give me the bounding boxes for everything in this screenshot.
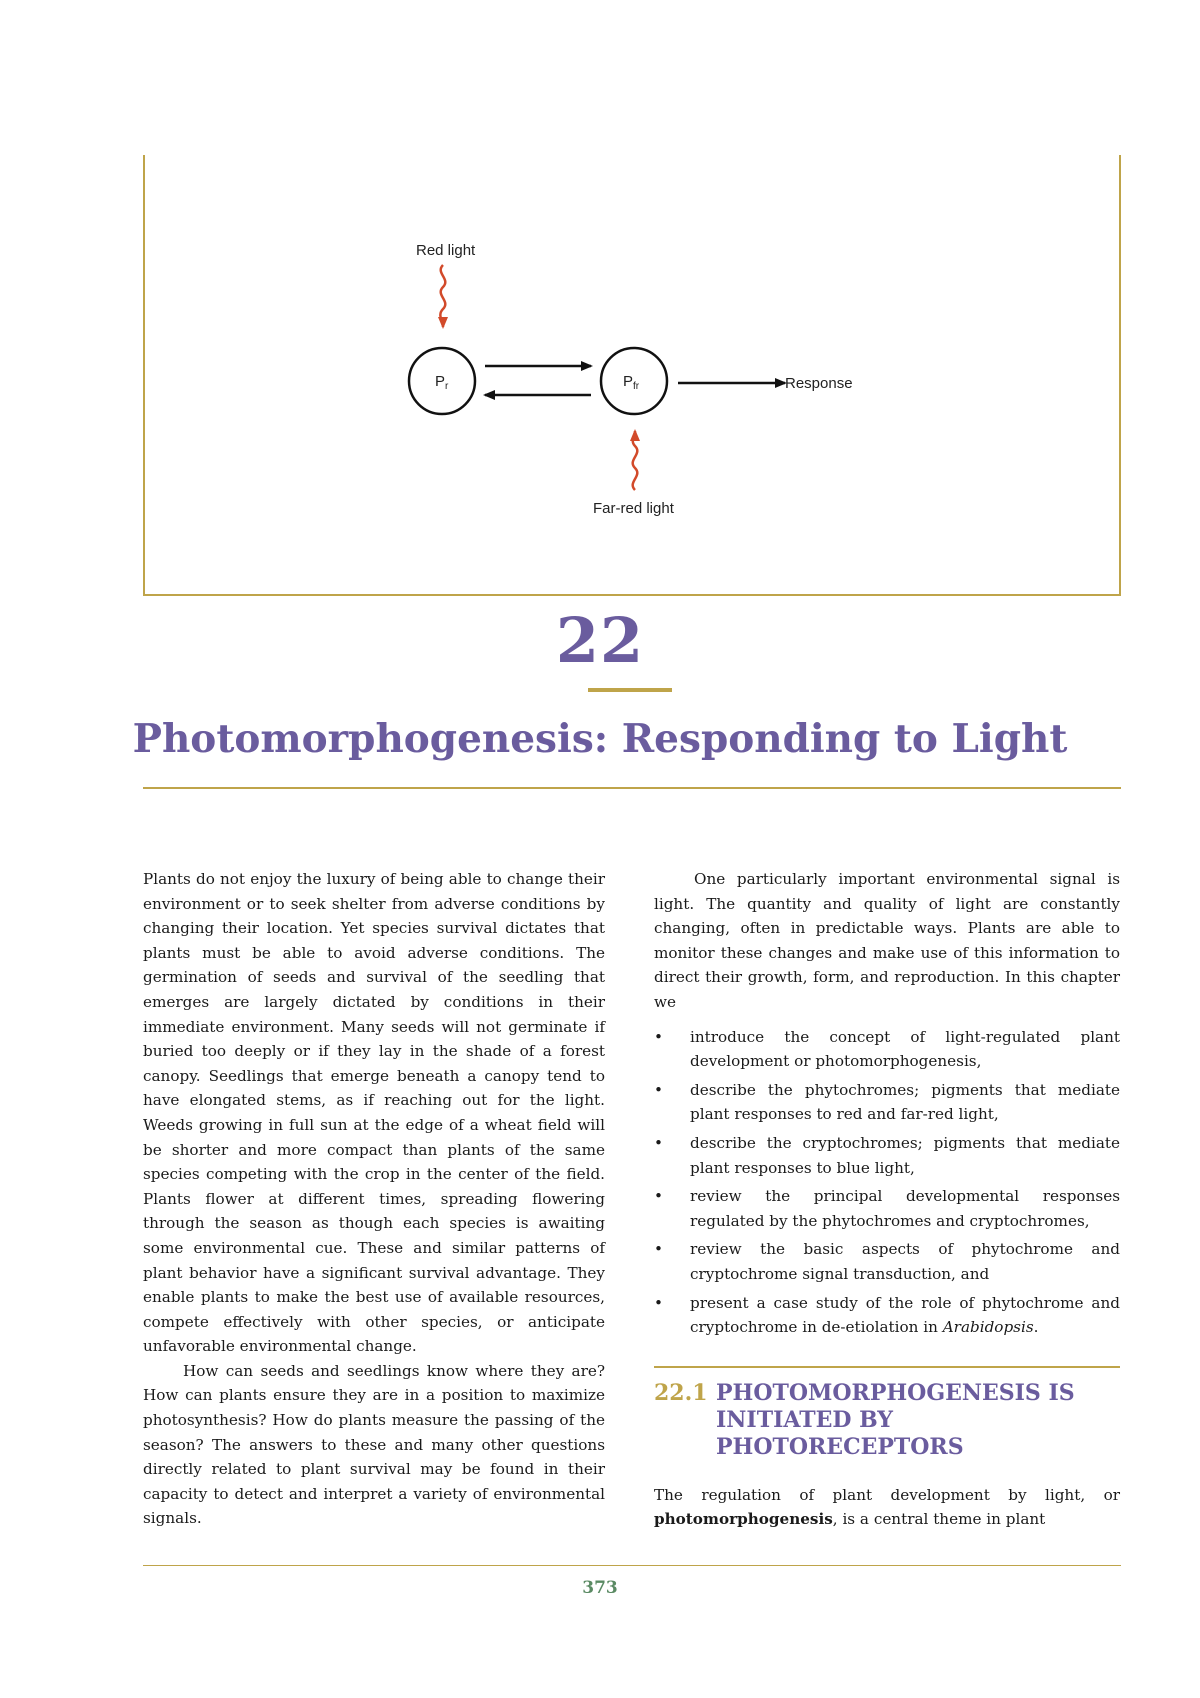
section-rule: [654, 1366, 1120, 1368]
bullet-icon: •: [654, 1187, 663, 1206]
bullet-icon: •: [654, 1240, 663, 1259]
bullet-icon: •: [654, 1133, 663, 1152]
objectives-list: [654, 1025, 1120, 1340]
list-item: • present a case study of the role of phytochrome and cryptochrome in de-etiolation in Arabidopsis.: [654, 1291, 1120, 1340]
right-paragraph-2: The regulation of plant development by light, or photomorphogenesis, is a central theme in plant: [654, 1485, 1120, 1529]
section-number: 22.1: [654, 1379, 708, 1406]
red-light-wave: [440, 265, 445, 327]
list-item: • describe the phytochromes; pigments that mediate plant responses to red and far-red light,: [654, 1078, 1120, 1127]
phytochrome-diagram: [145, 155, 1121, 595]
page-number: 373: [582, 1578, 618, 1598]
list-item: • review the principal developmental responses regulated by the phytochromes and cryptochromes,: [654, 1184, 1120, 1233]
chapter-number: 22: [555, 604, 645, 677]
red-light-label: Red light: [416, 242, 476, 259]
figure-frame: [143, 155, 1121, 596]
response-label: Response: [785, 375, 853, 392]
pfr-label: $P_{fr}$: [623, 373, 640, 392]
bullet-icon: •: [654, 1027, 663, 1046]
chapter-number-rule: [588, 688, 672, 692]
section-title: PHOTOMORPHOGENESIS IS INITIATED BY PHOTORECEPTORS: [716, 1379, 1075, 1460]
list-item: • describe the cryptochromes; pigments that mediate plant responses to blue light,: [654, 1131, 1120, 1180]
left-paragraph-1: Plants do not enjoy the luxury of being able to change their environment or to seek shelter from adverse conditions by changing their location. Yet species survival dictates that plants must be able to avoid adverse conditions. The germination of seeds and survival of the seedling that emerges are largely dictated by conditions in their immediate environment. Many seeds will not germinate if buried too deeply or if they lay in the shade of a forest canopy. Seedlings that emerge beneath a canopy tend to have elongated stems, as if reaching out for the light. Weeds growing in full sun at the edge of a wheat field will be shorter and more compact than plants of the same species competing with the crop in the center of the field. Plants flower at different times, spreading flowering through the season as though each species is awaiting some environmental cue. These and similar patterns of plant behavior have a significant survival advantage. They enable plants to make the best use of available resources, compete effectively with other species, or anticipate unfavorable environmental change.: [143, 870, 605, 1356]
list-item: • review the basic aspects of phytochrome and cryptochrome signal transduction, and: [654, 1237, 1120, 1286]
list-item: • introduce the concept of light-regulated plant development or photomorphogenesis,: [654, 1025, 1120, 1074]
chapter-title: Photomorphogenesis: Responding to Light: [132, 716, 1068, 762]
right-column: [654, 867, 1120, 1532]
bottom-rule: [143, 1565, 1121, 1566]
left-paragraph-2: How can seeds and seedlings know where they are? How can plants ensure they are in a position to maximize photosynthesis? How do plants measure the passing of the season? The answers to these and many other questions directly related to plant survival may be found in their capacity to detect and interpret a variety of environmental signals.: [143, 1361, 605, 1528]
key-term: photomorphogenesis: [654, 1510, 833, 1529]
pr-label: $P_r$: [435, 373, 449, 392]
bullet-icon: •: [654, 1293, 663, 1312]
far-red-light-label: Far-red light: [593, 500, 674, 517]
section-heading: [654, 1380, 1120, 1461]
title-rule: [143, 787, 1121, 789]
right-paragraph-1: One particularly important environmental signal is light. The quantity and quality of light are constantly changing, often in predictable ways. Plants are able to monitor these changes and make use of this information to direct their growth, form, and reproduction. In this chapter we: [654, 870, 1120, 1011]
left-column: [143, 867, 605, 1531]
bullet-icon: •: [654, 1080, 663, 1099]
far-red-light-wave: [633, 431, 638, 490]
